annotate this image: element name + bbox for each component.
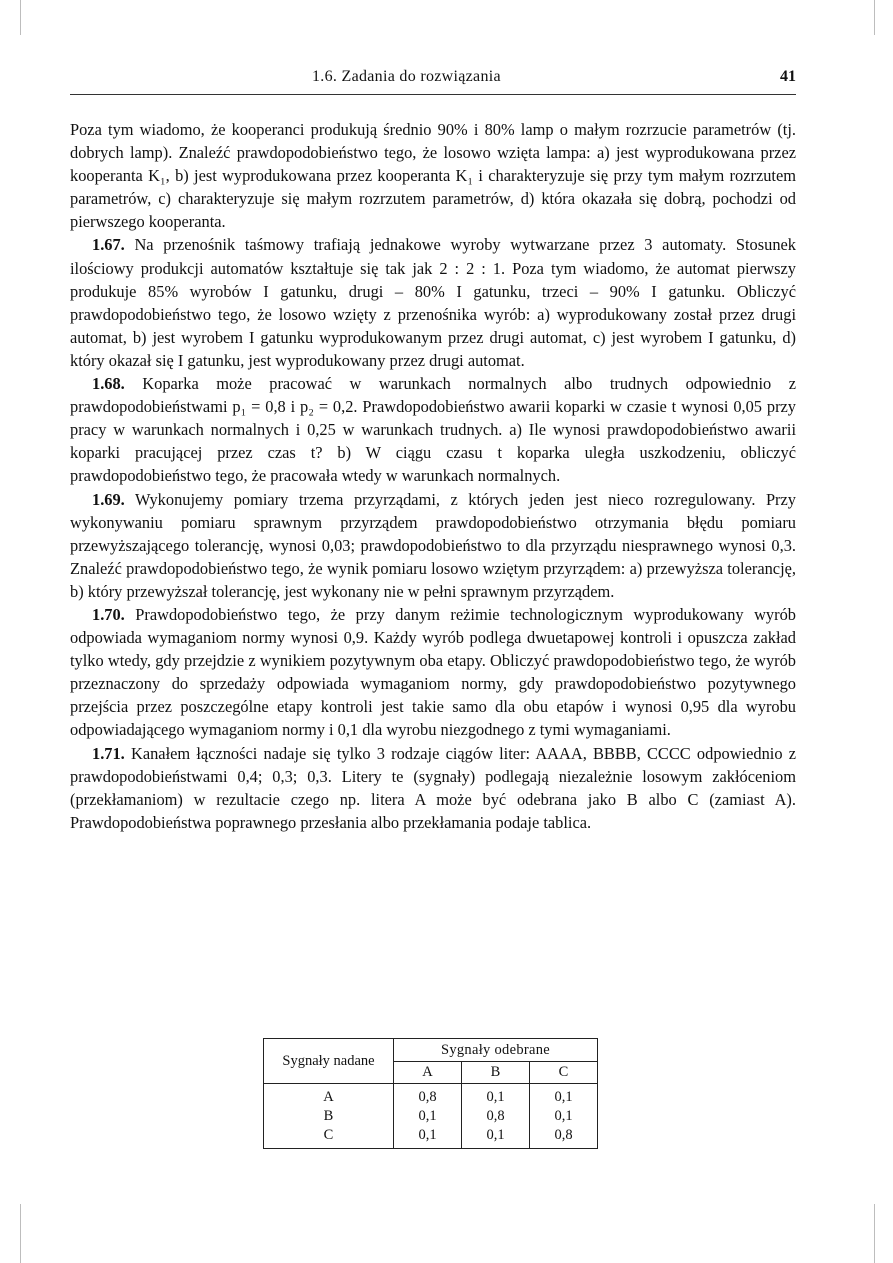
page-body — [70, 118, 796, 834]
row-label: A — [264, 1084, 394, 1108]
table-cell: 0,1 — [530, 1107, 598, 1126]
problem-1-67 — [70, 233, 796, 372]
problem-text: Koparka może pracować w warunkach normalnych albo trudnych odpowiednio z prawdopodobieństwami p₁ = 0,8 i p₂ = 0,2. Prawdopodobieństwo awarii koparki w czasie t wynosi 0,05 przy pracy w warunkach normalnych i 0,25 w warunkach trudnych. a) Ile wynosi prawdopodobieństwo awarii koparki pracującej przez czas t? b) W ciągu czasu t koparka uległa uszkodzeniu, obliczyć prawdopodobieństwo tego, że pracowała wtedy w warunkach normalnych. — [70, 374, 796, 486]
table-row — [264, 1084, 598, 1108]
problem-number: 1.69. — [92, 489, 125, 509]
table-cell: 0,1 — [462, 1126, 530, 1149]
problem-1-70 — [70, 603, 796, 742]
problem-number: 1.71. — [92, 743, 125, 763]
scan-edge-top-right — [874, 0, 875, 35]
problem-text: Prawdopodobieństwo tego, że przy danym reżimie technologicznym wyprodukowany wyrób odpowiada wymaganiom normy wynosi 0,9. Każdy wyrób podlega dwuetapowej kontroli i opuszcza zakład tylko wtedy, gdy przejdzie z wynikiem pozytywnym oba etapy. Obliczyć prawdopodobieństwo tego, że wyrób przeznaczony do sprzedaży odpowiada wymaganiom normy, gdy prawdopodobieństwo pozytywnego przejścia przez poszczególne etapy kontroli jest takie samo dla obu etapów i wynosi 0,95 dla wyrobu odpowiadającego wymaganiom normy i 0,1 dla wyrobu niezgodnego z tymi wymaganiami. — [70, 604, 796, 740]
problem-text: Na przenośnik taśmowy trafiają jednakowe wyroby wytwarzane przez 3 automaty. Stosunek ilościowy produkcji automatów kształtuje się tak jak 2 : 2 : 1. Poza tym wiadomo, że automat pierwszy produkuje 85% wyrobów I gatunku, drugi – 80% I gatunku, trzeci – 90% I gatunku. Obliczyć prawdopodobieństwo tego, że losowo wzięty z przenośnika wyrób: a) wyprodukowany został przez drugi automat, b) jest wyrobem I gatunku wyprodukowanym przez drugi automat, c) jest wyrobem I gatunku, d) który okazał się I gatunku, jest wyprodukowany przez drugi automat. — [70, 235, 796, 370]
page-number: 41 — [780, 68, 796, 85]
table-cell: 0,8 — [462, 1107, 530, 1126]
running-head — [70, 68, 796, 92]
table-cell: 0,1 — [530, 1084, 598, 1108]
problem-number: 1.68. — [92, 374, 125, 394]
problem-number: 1.67. — [92, 235, 125, 255]
table-cell: 0,8 — [530, 1126, 598, 1149]
header-rule — [70, 94, 796, 95]
table-cell: 0,8 — [394, 1084, 462, 1108]
column-header-c: C — [530, 1062, 598, 1084]
problem-1-71 — [70, 742, 796, 834]
scan-edge-bottom-right — [874, 1204, 875, 1263]
table-row — [264, 1107, 598, 1126]
row-label: B — [264, 1107, 394, 1126]
table-cell: 0,1 — [394, 1126, 462, 1149]
problem-text: Wykonujemy pomiary trzema przyrządami, z których jeden jest nieco rozregulowany. Przy wykonywaniu pomiaru sprawnym przyrządem prawdopodobieństwo otrzymania błędu pomiaru przewyższającego tolerancję, wynosi 0,03; prawdopodobieństwo to dla przyrządu niesprawnego wynosi 0,3. Znaleźć prawdopodobieństwo tego, że wynik pomiaru losowo wziętym przyrządem: a) przewyższa tolerancję, b) który przewyższał tolerancję, jest wykonany nie w pełni sprawnym przyrządem. — [70, 489, 796, 601]
column-header-a: A — [394, 1062, 462, 1084]
table-cell: 0,1 — [462, 1084, 530, 1108]
table-cell: 0,1 — [394, 1107, 462, 1126]
intro-paragraph: Poza tym wiadomo, że kooperanci produkują średnio 90% i 80% lamp o małym rozrzucie parametrów (tj. dobrych lamp). Znaleźć prawdopodobieństwo tego, że losowo wzięta lampa: a) jest wyprodukowana przez kooperanta K₁, b) jest wyprodukowana przez kooperanta K₁ i charakteryzuje się przy tym małym rozrzutem parametrów, c) charakteryzuje się małym rozrzutem parametrów, d) która okazała się dobrą, pochodzi od pierwszego kooperanta. — [70, 120, 796, 232]
signal-probability-table — [263, 1038, 598, 1149]
problem-1-69 — [70, 488, 796, 603]
row-label: C — [264, 1126, 394, 1149]
scan-edge-bottom-left — [20, 1204, 21, 1263]
column-header-b: B — [462, 1062, 530, 1084]
running-title: 1.6. Zadania do rozwiązania — [312, 68, 501, 85]
group-header-received-signals: Sygnały odebrane — [394, 1039, 598, 1062]
problem-text: Kanałem łączności nadaje się tylko 3 rodzaje ciągów liter: AAAA, BBBB, CCCC odpowiednio z prawdopodobieństwami 0,4; 0,3; 0,3. Litery te (sygnały) podlegają niezależnie losowym zakłóceniom (przekłamaniom) w rezultacie czego np. litera A może być odebrana jako B albo C (zamiast A). Prawdopodobieństwa poprawnego przesłania albo przekłamania podaje tablica. — [70, 743, 796, 832]
problem-number: 1.70. — [92, 604, 125, 624]
problem-1-68 — [70, 372, 796, 487]
table-row — [264, 1126, 598, 1149]
row-header-sent-signals: Sygnały nadane — [264, 1039, 394, 1084]
scan-edge-top-left — [20, 0, 21, 35]
